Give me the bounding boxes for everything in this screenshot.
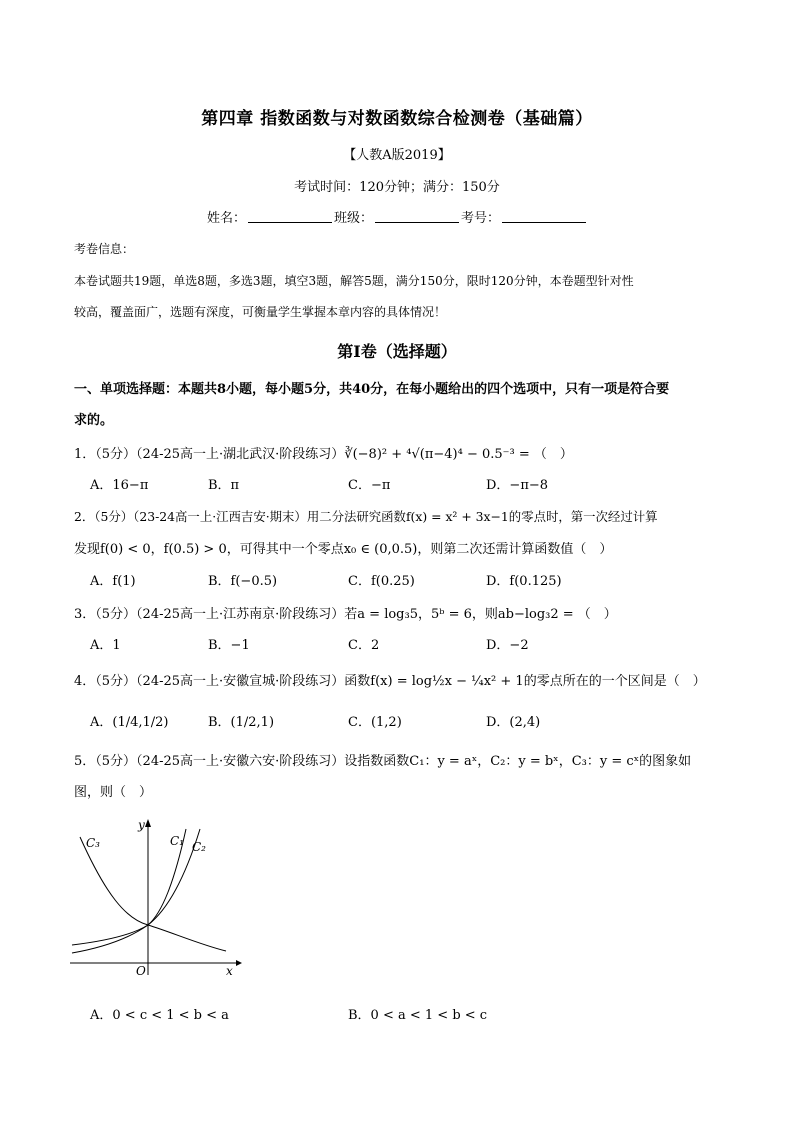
question-5-line-1: 5．（5分）（24-25高一上·安徽六安·阶段练习）设指数函数C₁：y = aˣ，C₂：y = bˣ，C₃：y = cˣ的图象如 xyxy=(74,754,692,769)
question-5-line-2: 图，则（ ） xyxy=(74,785,153,800)
question-2-line-2: 发现f(0) < 0，f(0.5) > 0，可得其中一个零点x₀ ∈ (0,0.5)，则第二次还需计算函数值（ ） xyxy=(74,542,613,557)
q1-option-d[interactable]: D．−π−8 xyxy=(486,478,549,493)
info-line-2: 较高，覆盖面广，选题有深度，可衡量学生掌握本章内容的具体情况！ xyxy=(74,305,447,319)
label-x: x xyxy=(226,964,233,978)
number-blank[interactable] xyxy=(502,210,586,223)
part1-instruction-2: 求的。 xyxy=(74,413,114,428)
q4-option-c[interactable]: C．(1,2) xyxy=(348,715,402,730)
label-c1: C₁ xyxy=(170,834,184,848)
q2-option-d[interactable]: D．f(0.125) xyxy=(486,574,562,589)
q1-option-b[interactable]: B．π xyxy=(208,478,240,493)
label-y: y xyxy=(138,818,145,832)
q2-option-c[interactable]: C．f(0.25) xyxy=(348,574,415,589)
q3-option-d[interactable]: D．−2 xyxy=(486,638,529,653)
section-title: 第Ⅰ卷（选择题） xyxy=(337,342,457,361)
name-blank[interactable] xyxy=(248,210,332,223)
question-2-line-1: 2．（5分）（23-24高一上·江西吉安·期末）用二分法研究函数f(x) = x² + 3x−1的零点时，第一次经过计算 xyxy=(74,509,658,524)
q3-option-b[interactable]: B．−1 xyxy=(208,638,250,653)
q2-option-b[interactable]: B．f(−0.5) xyxy=(208,574,278,589)
y-axis-arrow xyxy=(145,819,151,827)
question-1-expression: ∛(−8)² + ⁴√(π−4)⁴ − 0.5⁻³ = （ ） xyxy=(344,447,573,462)
curve-c3 xyxy=(80,837,226,951)
q1-option-c[interactable]: C．−π xyxy=(348,478,391,493)
class-label: 班级： xyxy=(334,211,374,226)
q3-option-a[interactable]: A．1 xyxy=(90,638,121,653)
info-heading: 考卷信息： xyxy=(74,242,135,256)
exponential-graph xyxy=(66,815,246,980)
number-label: 考号： xyxy=(461,211,501,226)
question-3: 3．（5分）（24-25高一上·江苏南京·阶段练习）若a = log₃5，5ᵇ = 6，则ab−log₃2 = （ ） xyxy=(74,607,617,622)
question-4: 4．（5分）（24-25高一上·安徽宣城·阶段练习）函数f(x) = log½x − ¼x² + 1的零点所在的一个区间是（ ） xyxy=(74,674,706,689)
q5-option-b[interactable]: B．0 < a < 1 < b < c xyxy=(348,1008,488,1023)
student-fields xyxy=(207,207,588,226)
exam-info: 考试时间：120分钟；满分：150分 xyxy=(294,180,500,195)
q3-option-c[interactable]: C．2 xyxy=(348,638,380,653)
name-label: 姓名： xyxy=(207,211,247,226)
question-1-prefix: 1．（5分）（24-25高一上·湖北武汉·阶段练习） xyxy=(74,447,345,462)
q4-option-a[interactable]: A．(1/4,1/2) xyxy=(90,715,169,730)
question-1 xyxy=(74,443,573,462)
part1-instruction-1: 一、单项选择题：本题共8小题，每小题5分，共40分，在每小题给出的四个选项中，只有一项是符合要 xyxy=(74,382,670,397)
label-origin: O xyxy=(136,964,146,978)
edition-label: 【人教A版2019】 xyxy=(343,148,451,163)
page-title: 第四章 指数函数与对数函数综合检测卷（基础篇） xyxy=(201,109,593,129)
info-line-1: 本卷试题共19题，单选8题，多选3题，填空3题，解答5题，满分150分，限时120分钟，本卷题型针对性 xyxy=(74,274,634,288)
class-blank[interactable] xyxy=(375,210,459,223)
q4-option-b[interactable]: B．(1/2,1) xyxy=(208,715,275,730)
x-axis-arrow xyxy=(236,960,242,966)
q1-option-a[interactable]: A．16−π xyxy=(90,478,149,493)
q2-option-a[interactable]: A．f(1) xyxy=(90,574,136,589)
label-c2: C₂ xyxy=(192,840,206,854)
q5-option-a[interactable]: A．0 < c < 1 < b < a xyxy=(90,1008,229,1023)
label-c3: C₃ xyxy=(86,836,100,850)
q4-option-d[interactable]: D．(2,4) xyxy=(486,715,541,730)
